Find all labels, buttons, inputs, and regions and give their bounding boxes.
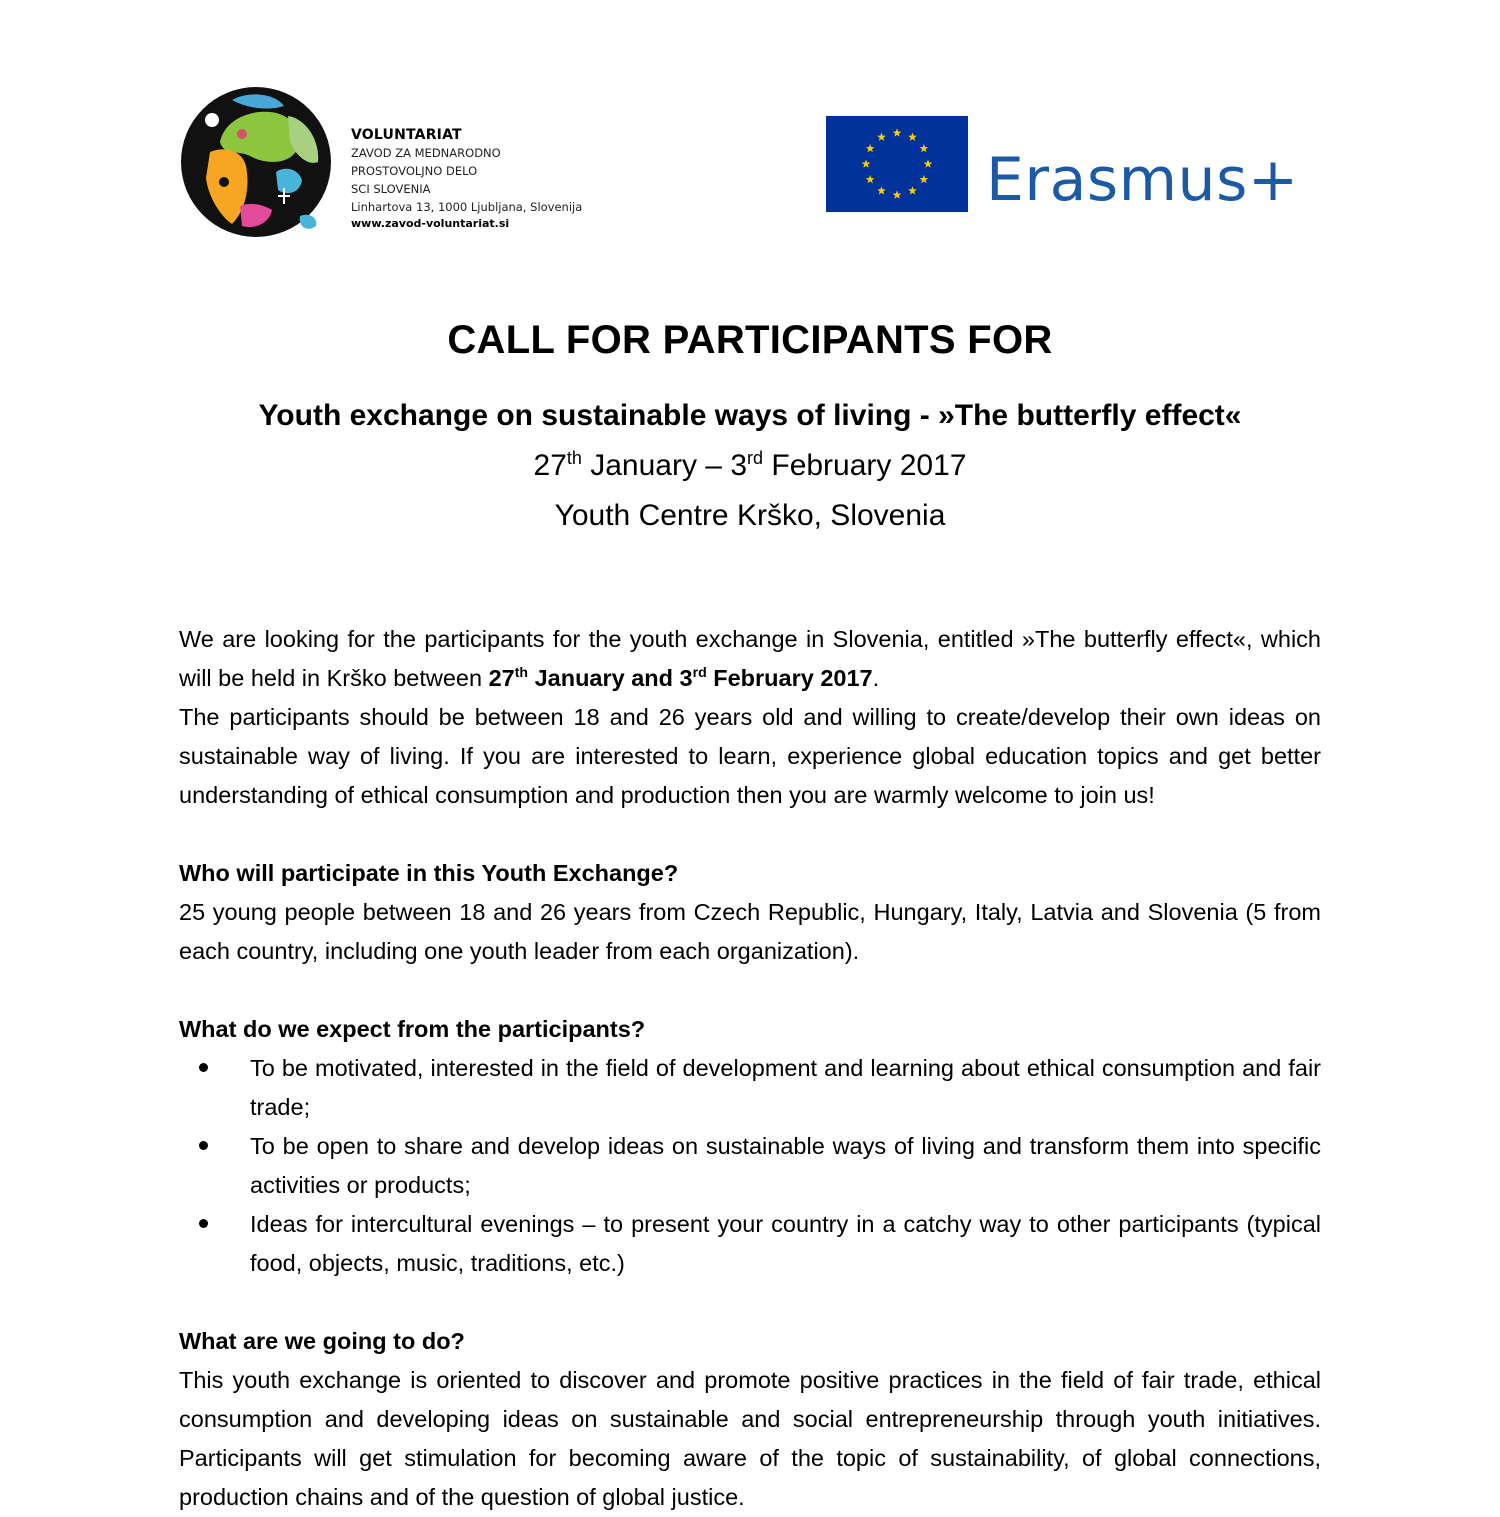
document-body [179,620,1321,1517]
erasmus-logo [826,116,1306,216]
org-line-3: SCI SLOVENIA [351,182,431,196]
voluntariat-logo [180,86,620,242]
page-title: CALL FOR PARTICIPANTS FOR [447,318,1053,362]
eu-flag-icon [826,116,968,212]
list-item [179,1049,1321,1127]
intro-dates-bold [489,665,873,691]
date-start-rest: January – 3 [581,449,748,482]
event-venue: Youth Centre Krško, Slovenia [554,499,946,532]
intro-period: . [872,665,880,691]
org-line-2: PROSTOVOLJNO DELO [351,164,478,178]
bullet-icon [199,1141,208,1150]
intro-day1: 27 [488,665,515,691]
date-start-day: 27 [533,449,567,482]
org-address: Linhartova 13, 1000 Ljubljana, Slovenija [351,200,583,214]
intro-mid: January and 3 [528,665,693,691]
intro-end: February 2017 [706,665,873,691]
event-dates [0,449,1500,483]
list-item [179,1205,1321,1283]
date-end-rest: February 2017 [763,449,967,482]
erasmus-wordmark: Erasmus+ [986,145,1299,215]
voluntariat-text-block [351,126,621,232]
intro-text: We are looking for the participants for the youth exchange in Slovenia, entitled »The butterfly effect«, which will be held in Krško between [179,626,1321,691]
list-item [179,1127,1321,1205]
who-heading: Who will participate in this Youth Exchange? [179,860,679,886]
todo-heading: What are we going to do? [179,1328,465,1354]
list-item-text: To be open to share and develop ideas on sustainable ways of living and transform them into specific activities or products; [250,1133,1321,1198]
date-start-suffix: th [566,448,582,468]
intro-paragraph-2: The participants should be between 18 and 26 years old and willing to create/develop their own ideas on sustainable way of living. If you are interested to learn, experience global education topics and get better understanding of ethical consumption and production then you are warmly welcome to join us! [179,704,1321,808]
expect-heading: What do we expect from the participants? [179,1016,646,1042]
who-text: 25 young people between 18 and 26 years from Czech Republic, Hungary, Italy, Latvia and Slovenia (5 from each country, including one youth leader from each organization). [179,899,1321,964]
org-name: VOLUNTARIAT [351,127,462,143]
org-line-1: ZAVOD ZA MEDNARODNO [351,146,501,160]
page-subtitle: Youth exchange on sustainable ways of living - »The butterfly effect« [258,399,1242,432]
bullet-icon [199,1063,208,1072]
date-end-suffix: rd [747,448,764,468]
bullet-icon [199,1219,208,1228]
expect-list [179,1049,1321,1283]
org-url: www.zavod-voluntariat.si [351,217,510,230]
todo-text: This youth exchange is oriented to discover and promote positive practices in the field of fair trade, ethical consumption and developing ideas on sustainable and social entrepreneurship through youth initiatives. Participants will get stimulation for becoming aware of the topic of sustainability, of global connections, production chains and of the question of global justice. [179,1367,1321,1510]
intro-sup1: th [514,664,529,681]
list-item-text: Ideas for intercultural evenings – to present your country in a catchy way to other participants (typical food, objects, music, traditions, etc.) [250,1211,1321,1276]
intro-paragraph [179,620,1321,698]
intro-sup2: rd [692,664,707,681]
list-item-text: To be motivated, interested in the field of development and learning about ethical consumption and fair trade; [250,1055,1321,1120]
voluntariat-emblem-icon [180,86,332,238]
